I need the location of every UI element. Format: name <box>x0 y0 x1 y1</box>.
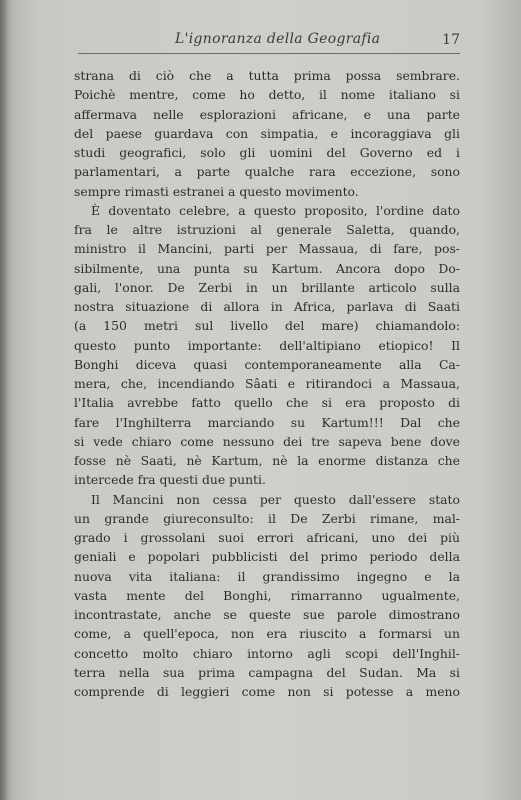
text-line: (a 150 metri sul livello del mare) chiamandolo: <box>74 318 460 334</box>
paragraph-first-line: È doventato celebre, a questo proposito, l'ordine dato <box>91 202 460 218</box>
text-line: affermava nelle esplorazioni africane, e una parte <box>74 106 460 122</box>
running-title: L'ignoranza della Geografia <box>175 31 381 47</box>
text-line: geniali e popolari pubblicisti del primo periodo della <box>74 549 460 565</box>
body-text <box>74 66 460 701</box>
page-header <box>60 26 460 54</box>
text-line: vasta mente del Bonghi, rimarranno ugualmente, <box>74 587 460 603</box>
text-line: incontrastate, anche se queste sue parole dimostrano <box>74 607 460 622</box>
text-line: mera, che, incendiando Sâati e ritirandoci a Massaua, <box>74 376 460 391</box>
text-line: intercede fra questi due punti. <box>74 472 266 488</box>
text-line: strana di ciò che a tutta prima possa sembrare. <box>74 68 460 83</box>
text-line: questo punto importante: dell'altipiano etiopico! Il <box>74 337 460 353</box>
text-line: come, a quell'epoca, non era riuscito a formarsi un <box>74 626 460 642</box>
text-line: Poichè mentre, come ho detto, il nome italiano si <box>74 87 460 103</box>
text-line: ministro il Mancini, parti per Massaua, di fare, pos- <box>74 241 460 257</box>
text-line: grado i grossolani suoi errori africani, uno dei più <box>74 530 460 545</box>
text-line: fare l'Inghilterra marciando su Kartum!!! Dal che <box>74 414 460 430</box>
text-line: terra nella sua prima campagna del Sudan. Ma si <box>74 664 460 680</box>
text-line: l'Italia avrebbe fatto quello che si era proposto di <box>74 395 460 411</box>
text-line: fra le altre istruzioni al generale Saletta, quando, <box>74 222 460 237</box>
paragraph-first-line: Il Mancini non cessa per questo dall'essere stato <box>91 491 460 507</box>
text-line: Bonghi diceva quasi contemporaneamente alla Ca- <box>74 356 460 372</box>
text-line: si vede chiaro come nessuno dei tre sapeva bene dove <box>74 433 460 449</box>
text-line: nuova vita italiana: il grandissimo ingegno e la <box>74 568 460 584</box>
text-line: concetto molto chiaro intorno agli scopi dell'Inghil- <box>74 645 460 661</box>
text-line: sibilmente, una punta su Kartum. Ancora dopo Do- <box>74 260 460 276</box>
binding-shadow <box>0 0 8 800</box>
text-line: sempre rimasti estranei a questo movimento. <box>74 183 359 199</box>
header-rule <box>78 53 460 54</box>
text-line: nostra situazione di allora in Africa, parlava di Saati <box>74 299 460 314</box>
text-line: un grande giureconsulto: il De Zerbi rimane, mal- <box>74 510 460 526</box>
text-line: gali, l'onor. De Zerbi in un brillante articolo sulla <box>74 279 460 295</box>
text-line: parlamentari, a parte qualche rara eccezione, sono <box>74 164 460 180</box>
text-line: studi geografici, solo gli uomini del Governo ed i <box>74 145 460 160</box>
page-number: 17 <box>442 32 460 48</box>
text-line: del paese guardava con simpatia, e incoraggiava gli <box>74 125 460 141</box>
text-line: comprende di leggieri come non si potesse a meno <box>74 684 460 699</box>
text-line: fosse nè Saati, nè Kartum, nè la enorme distanza che <box>74 453 460 468</box>
